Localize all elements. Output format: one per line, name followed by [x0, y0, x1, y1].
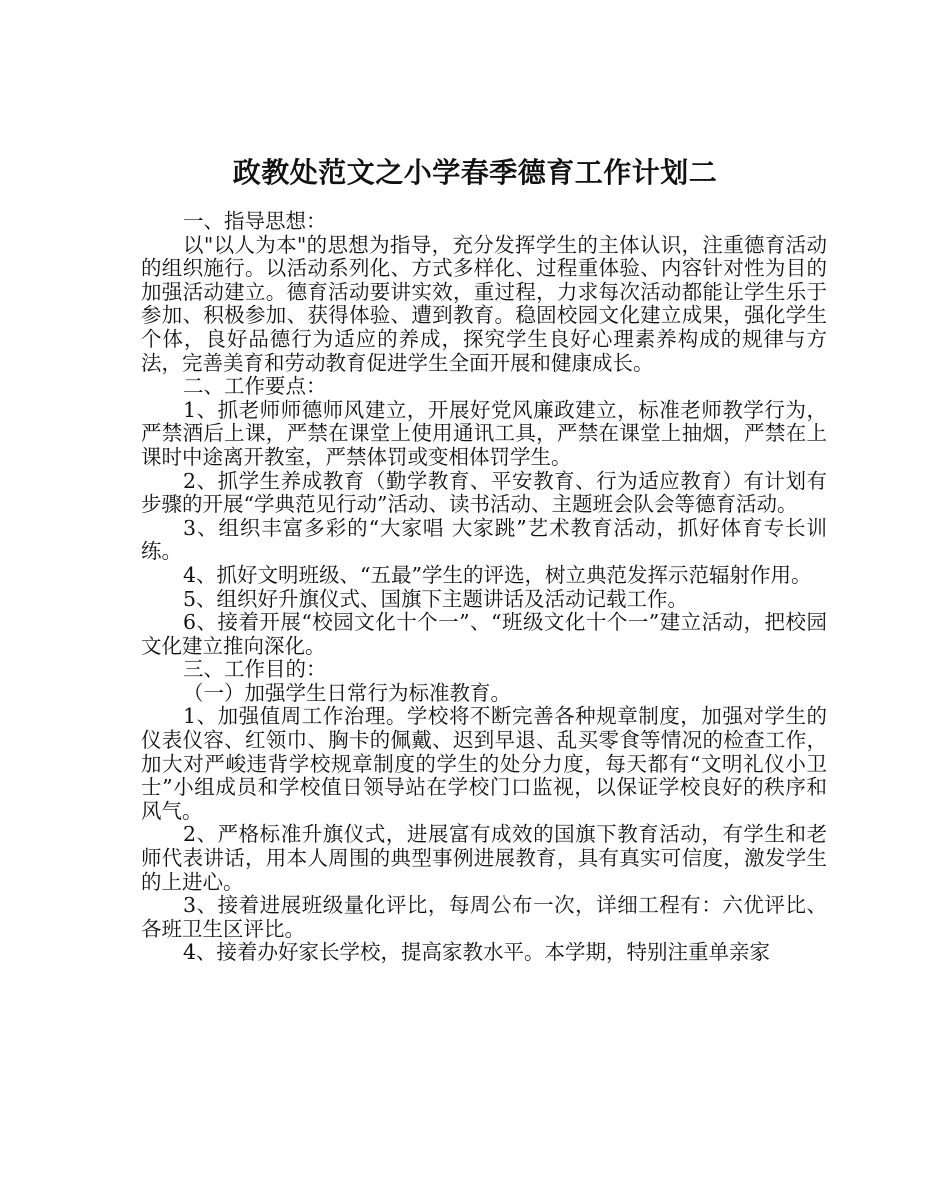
paragraph-goal-4: 4、接着办好家长学校，提高家教水平。本学期，特别注重单亲家 [183, 940, 771, 965]
paragraph-work-point-6: 6、接着开展“校园文化十个一”、“班级文化十个一”建立活动，把校园文化建立推向深化。 [141, 610, 827, 658]
section-heading-work-points: 二、工作要点： [183, 374, 327, 399]
section-heading-work-goals: 三、工作目的： [183, 657, 327, 682]
document-body [141, 210, 827, 965]
paragraph-work-point-4: 4、抓好文明班级、“五最”学生的评选，树立典范发挥示范辐射作用。 [183, 562, 812, 587]
section-heading-guiding-thought: 一、指导思想： [183, 209, 327, 233]
paragraph-goal-1: 1、加强值周工作治理。学校将不断完善各种规章制度，加强对学生的仪表仪容、红领巾、胸卡的佩戴、迟到早退、乱买零食等情况的检查工作，加大对严峻违背学校规章制度的学生的处分力度，每天都有“文明礼仪小卫士”小组成员和学校值日领导站在学校门口监视，以保证学校良好的秩序和风气。 [141, 704, 827, 823]
subsection-heading-behavior-education: （一）加强学生日常行为标准教育。 [183, 680, 511, 705]
paragraph-work-point-1: 1、抓老师师德师风建立，开展好党风廉政建立，标准老师教学行为，严禁酒后上课，严禁在课堂上使用通讯工具，严禁在课堂上抽烟，严禁在上课时中途离开教室，严禁体罚或变相体罚学生。 [141, 397, 827, 469]
paragraph-goal-3: 3、接着进展班级量化评比，每周公布一次，详细工程有：六优评比、各班卫生区评比。 [141, 893, 827, 941]
document-title: 政教处范文之小学春季德育工作计划二 [232, 155, 718, 189]
paragraph-work-point-2: 2、抓学生养成教育（勤学教育、平安教育、行为适应教育）有计划有步骤的开展“学典范见行动”活动、读书活动、主题班会队会等德育活动。 [141, 468, 827, 517]
paragraph-work-point-3: 3、组织丰富多彩的“大家唱 大家跳”艺术教育活动，抓好体育专长训练。 [141, 515, 827, 564]
paragraph-guiding-thought: 以"以人为本"的思想为指导，充分发挥学生的主体认识，注重德育活动的组织施行。以活动系列化、方式多样化、过程重体验、内容针对性为目的加强活动建立。德育活动要讲实效，重过程，力求每次活动都能让学生乐于参加、积极参加、获得体验、遭到教育。稳固校园文化建立成果，强化学生个体，良好品德行为适应的养成，探究学生良好心理素养构成的规律与方法，完善美育和劳动教育促进学生全面开展和健康成长。 [141, 232, 827, 375]
paragraph-work-point-5: 5、组织好升旗仪式、国旗下主题讲话及活动记载工作。 [183, 586, 689, 611]
paragraph-goal-2: 2、严格标准升旗仪式，进展富有成效的国旗下教育活动，有学生和老师代表讲话，用本人周围的典型事例进展教育，具有真实可信度，激发学生的上进心。 [141, 822, 827, 894]
